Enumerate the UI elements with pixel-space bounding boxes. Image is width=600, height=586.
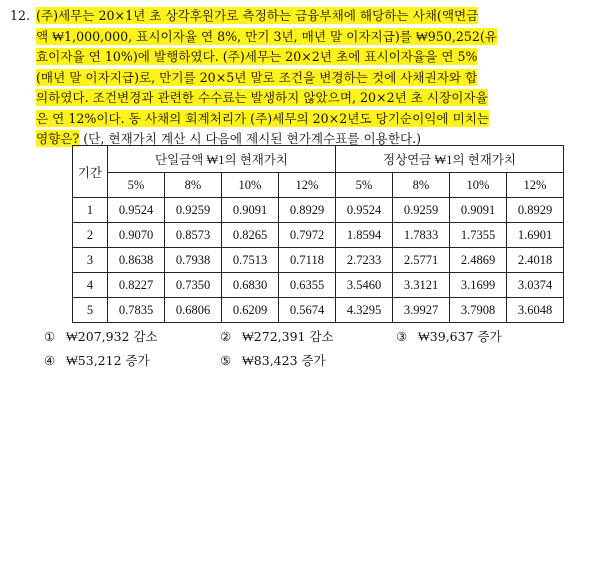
factor-cell: 0.9524 xyxy=(108,198,165,223)
factor-cell: 0.9524 xyxy=(336,198,393,223)
choice-number: ① xyxy=(44,329,56,344)
factor-cell: 3.5460 xyxy=(336,273,393,298)
factor-cell: 0.9091 xyxy=(222,198,279,223)
choice-number: ② xyxy=(220,329,232,344)
choice-text: ₩272,391 감소 xyxy=(242,329,334,344)
rate-header: 12% xyxy=(279,173,336,198)
factor-cell: 1.7355 xyxy=(450,223,507,248)
rate-header: 10% xyxy=(450,173,507,198)
table-row xyxy=(73,298,564,323)
factor-cell: 0.7835 xyxy=(108,298,165,323)
factor-cell: 0.8929 xyxy=(279,198,336,223)
factor-cell: 0.8929 xyxy=(507,198,564,223)
factor-cell: 0.8573 xyxy=(165,223,222,248)
factor-cell: 0.7513 xyxy=(222,248,279,273)
choice-number: ③ xyxy=(396,329,408,344)
table-row xyxy=(73,273,564,298)
rate-header: 12% xyxy=(507,173,564,198)
factor-cell: 1.7833 xyxy=(393,223,450,248)
factor-cell: 2.5771 xyxy=(393,248,450,273)
factor-cell: 3.0374 xyxy=(507,273,564,298)
term-cell: 2 xyxy=(73,223,108,248)
table-row xyxy=(73,223,564,248)
single-sum-header: 단일금액 ₩1의 현재가치 xyxy=(108,146,336,173)
factor-cell: 2.7233 xyxy=(336,248,393,273)
factor-cell: 0.6355 xyxy=(279,273,336,298)
factor-cell: 3.9927 xyxy=(393,298,450,323)
factor-cell: 0.8638 xyxy=(108,248,165,273)
question-line-3: 효이자율 연 10%)에 발행하였다. (주)세무는 20×2년 초에 표시이자율을 연 5% xyxy=(36,49,478,64)
factor-cell: 3.6048 xyxy=(507,298,564,323)
table-row xyxy=(73,198,564,223)
factor-cell: 0.8227 xyxy=(108,273,165,298)
factor-cell: 0.9259 xyxy=(393,198,450,223)
choice-3[interactable] xyxy=(396,327,502,345)
choice-1[interactable] xyxy=(44,327,158,345)
factor-cell: 0.6806 xyxy=(165,298,222,323)
question-line-7: 영향은? xyxy=(36,131,80,146)
question-line-4: (매년 말 이자지급)로, 만기를 20×5년 말로 조건을 변경하는 것에 사채권자와 합 xyxy=(36,69,478,85)
factor-cell: 0.6209 xyxy=(222,298,279,323)
factor-cell: 0.8265 xyxy=(222,223,279,248)
table-row xyxy=(73,248,564,273)
table-body xyxy=(73,198,564,323)
factor-cell: 0.9070 xyxy=(108,223,165,248)
factor-cell: 0.7350 xyxy=(165,273,222,298)
question-condition: (단, 현재가치 계산 시 다음에 제시된 현가계수표를 이용한다.) xyxy=(79,131,422,146)
choice-text: ₩53,212 증가 xyxy=(66,353,150,368)
term-cell: 1 xyxy=(73,198,108,223)
factor-cell: 3.7908 xyxy=(450,298,507,323)
factor-cell: 4.3295 xyxy=(336,298,393,323)
choice-4[interactable] xyxy=(44,351,150,369)
factor-cell: 2.4018 xyxy=(507,248,564,273)
choice-5[interactable] xyxy=(220,351,326,369)
term-cell: 4 xyxy=(73,273,108,298)
factor-cell: 0.9259 xyxy=(165,198,222,223)
factor-cell: 3.1699 xyxy=(450,273,507,298)
rate-header: 8% xyxy=(165,173,222,198)
question-block xyxy=(10,6,584,150)
factor-cell: 2.4869 xyxy=(450,248,507,273)
factor-cell: 1.8594 xyxy=(336,223,393,248)
choice-number: ⑤ xyxy=(220,353,232,368)
present-value-table xyxy=(72,145,564,323)
factor-cell: 0.6830 xyxy=(222,273,279,298)
choice-text: ₩207,932 감소 xyxy=(66,329,158,344)
rate-header: 5% xyxy=(336,173,393,198)
rate-header: 8% xyxy=(393,173,450,198)
rate-header: 10% xyxy=(222,173,279,198)
factor-cell: 0.7118 xyxy=(279,248,336,273)
factor-cell: 0.7972 xyxy=(279,223,336,248)
question-line-2: 액 ₩1,000,000, 표시이자율 연 8%, 만기 3년, 매년 말 이자지급)를 ₩950,252(유 xyxy=(36,28,497,44)
question-number: 12. xyxy=(10,8,31,23)
question-line-5: 의하였다. 조건변경과 관련한 수수료는 발생하지 않았으며, 20×2년 초 시장이자율 xyxy=(36,90,488,105)
term-cell: 5 xyxy=(73,298,108,323)
question-line-6: 은 연 12%이다. 동 사채의 회계처리가 (주)세무의 20×2년도 당기순이익에 미치는 xyxy=(36,110,490,126)
factor-cell: 0.9091 xyxy=(450,198,507,223)
choice-text: ₩39,637 증가 xyxy=(418,329,502,344)
term-cell: 3 xyxy=(73,248,108,273)
choice-text: ₩83,423 증가 xyxy=(242,353,326,368)
term-header: 기간 xyxy=(73,146,108,198)
choice-number: ④ xyxy=(44,353,56,368)
factor-cell: 1.6901 xyxy=(507,223,564,248)
question-line-1: (주)세무는 20×1년 초 상각후원가로 측정하는 금융부채에 해당하는 사채(액면금 xyxy=(36,8,479,23)
factor-cell: 0.7938 xyxy=(165,248,222,273)
rate-header: 5% xyxy=(108,173,165,198)
choice-2[interactable] xyxy=(220,327,334,345)
factor-cell: 0.5674 xyxy=(279,298,336,323)
annuity-header: 정상연금 ₩1의 현재가치 xyxy=(336,146,564,173)
factor-cell: 3.3121 xyxy=(393,273,450,298)
